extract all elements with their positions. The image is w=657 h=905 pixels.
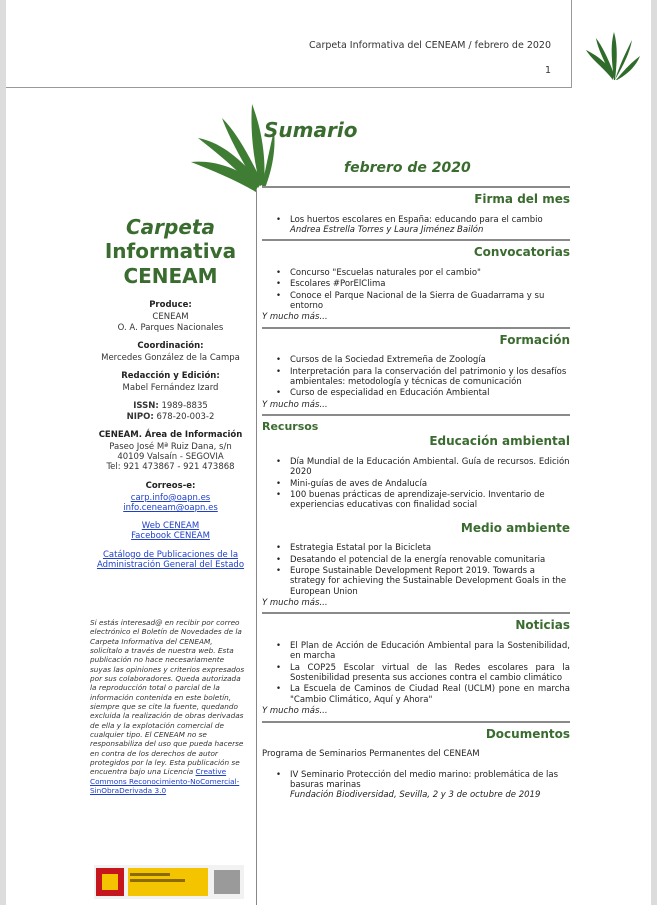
address-line-2: 40109 Valsaín - SEGOVIA [117, 452, 224, 463]
list-item[interactable]: • La Escuela de Caminos de Ciudad Real (UCLM) pone en marcha "Cambio Climático, Aquí y Ahora" [276, 684, 570, 705]
coordination-value: Mercedes González de la Campa [101, 352, 240, 363]
more-link[interactable]: Y mucho más... [262, 598, 328, 609]
ceneam-leaf-logo-icon [584, 30, 642, 82]
web-ceneam-link[interactable]: Web CENEAM [141, 521, 200, 532]
section-noticias [262, 612, 570, 716]
list-item[interactable]: • Cursos de la Sociedad Extremeña de Zoología [276, 355, 570, 365]
brand-line-3: CENEAM [123, 263, 218, 288]
list-item[interactable]: • Día Mundial de la Educación Ambiental. Guía de recursos. Edición 2020 [276, 457, 570, 478]
firma-item-title: • Los huertos escolares en España: educando para el cambio [290, 214, 543, 225]
disclaimer-text: Si estás interesad@ en recibir por correo electrónico el Boletín de Novedades de la Carpeta Informativa del CENEAM, solicítalo a través de nuestra web. Esta publicación no hace necesariamente suyas las opiniones y criterios expresados por sus colaboradores. Queda autorizada la reproducción total o parcial de la información contenida en este boletín, siempre que se cite la fuente, quedando excluida la realización de obras derivadas de ella y la explotación comercial de cualquier tipo. El CENEAM no se responsabiliza del uso que pueda hacerse en contra de los derechos de autor protegidos por la ley. Esta publicación se encuentra bajo una Licencia [90, 618, 245, 777]
list-item[interactable] [276, 215, 570, 236]
license-link[interactable]: Creative Commons Reconocimiento-NoComercial-SinObraDerivada 3.0 [90, 767, 240, 795]
list-item[interactable]: • El Plan de Acción de Educación Ambiental para la Sostenibilidad, en marcha [276, 641, 570, 662]
documentos-item-title: • IV Seminario Protección del medio marino: problemática de las basuras marinas [290, 769, 559, 790]
list-item[interactable]: • Europe Sustainable Development Report 2019. Towards a strategy for achieving the Sustainable Development Goals in the European Union [276, 566, 570, 597]
nipo-line [78, 412, 263, 422]
brand-title [78, 215, 263, 288]
list-item[interactable]: • La COP25 Escolar virtual de las Redes escolares para la Sostenibilidad presenta sus acciones contra el cambio climático [276, 663, 570, 684]
list-item[interactable]: • Curso de especialidad en Educación Ambiental [276, 388, 570, 398]
section-title-recursos: Recursos [262, 420, 319, 434]
list-item[interactable] [276, 770, 570, 801]
area-label: CENEAM. Área de Información [98, 429, 243, 440]
header-horizontal-rule [6, 87, 571, 88]
list-item[interactable]: • Mini-guías de aves de Andalucía [276, 479, 570, 489]
list-item[interactable]: • Concurso "Escuelas naturales por el cambio" [276, 268, 570, 278]
more-link[interactable]: Y mucho más... [262, 399, 328, 410]
list-item[interactable]: • 100 buenas prácticas de aprendizaje-servicio. Inventario de experiencias educativas con finalidad social [276, 490, 570, 511]
more-link[interactable]: Y mucho más... [262, 706, 328, 717]
brand-line-2: Informativa [104, 239, 237, 264]
newsletter-page [6, 0, 651, 905]
subsection-title-medio: Medio ambiente [460, 520, 570, 535]
section-title-formacion: Formación [499, 332, 570, 347]
firma-author: Andrea Estrella Torres y Laura Jiménez Bailón [290, 224, 484, 235]
more-link[interactable]: Y mucho más... [262, 312, 328, 323]
nipo-label: NIPO: [126, 411, 154, 422]
summary-title: Sumario [264, 118, 358, 142]
header-vertical-rule [571, 0, 572, 88]
list-item[interactable]: • Estrategia Estatal por la Bicicleta [276, 543, 570, 553]
editing-label: Redacción y Edición: [121, 371, 220, 382]
facebook-ceneam-link[interactable]: Facebook CENEAM [131, 531, 210, 542]
disclaimer [90, 618, 245, 795]
summary-content [262, 186, 570, 805]
summary-date: febrero de 2020 [344, 160, 471, 176]
section-title-noticias: Noticias [515, 618, 570, 633]
list-item[interactable]: • Escolares #PorElClima [276, 279, 570, 289]
sidebar [78, 215, 263, 570]
editing-value: Mabel Fernández Izard [122, 383, 219, 394]
address-line-1: Paseo José Mª Ruiz Dana, s/n [109, 442, 232, 453]
produce-value-1: CENEAM [152, 312, 189, 323]
emails-label: Correos-e: [145, 480, 196, 491]
section-firma [262, 186, 570, 235]
section-recursos [262, 414, 570, 608]
nipo-value: 678-20-003-2 [156, 411, 215, 422]
issn-label: ISSN: [133, 401, 159, 412]
documentos-subtitle: Programa de Seminarios Permanentes del CENEAM [262, 749, 480, 760]
ministry-logo [94, 865, 244, 899]
page-number: 1 [544, 65, 551, 76]
section-title-convocatorias: Convocatorias [473, 245, 570, 260]
coordination-label: Coordinación: [137, 340, 204, 351]
issn-value: 1989-8835 [161, 401, 208, 412]
page-header-title: Carpeta Informativa del CENEAM / febrero de 2020 [309, 40, 551, 51]
section-title-documentos: Documentos [485, 726, 570, 741]
issn-line [78, 401, 263, 411]
list-item[interactable]: • Interpretación para la conservación del patrimonio y los desafíos ambientales: metodología y técnicas de comunicación [276, 367, 570, 388]
produce-label: Produce: [149, 300, 192, 311]
list-item[interactable]: • Conoce el Parque Nacional de la Sierra de Guadarrama y su entorno [276, 291, 570, 312]
subsection-title-educacion: Educación ambiental [429, 434, 570, 449]
phone-numbers: Tel: 921 473867 - 921 473868 [106, 462, 235, 473]
list-item[interactable]: • Desatando el potencial de la energía renovable comunitaria [276, 555, 570, 565]
documentos-item-detail: Fundación Biodiversidad, Sevilla, 2 y 3 de octubre de 2019 [290, 790, 541, 801]
email-link-info[interactable]: info.ceneam@oapn.es [123, 502, 218, 513]
email-link-carp[interactable]: carp.info@oapn.es [130, 492, 211, 503]
brand-line-1: Carpeta [126, 215, 215, 239]
section-convocatorias [262, 239, 570, 322]
catalog-link[interactable]: Catálogo de Publicaciones de la Administración General del Estado [96, 549, 245, 570]
ceneam-leaf-emblem-icon [186, 100, 276, 195]
section-documentos [262, 721, 570, 801]
section-title-firma: Firma del mes [474, 192, 570, 206]
produce-value-2: O. A. Parques Nacionales [117, 322, 224, 333]
section-formacion [262, 327, 570, 410]
